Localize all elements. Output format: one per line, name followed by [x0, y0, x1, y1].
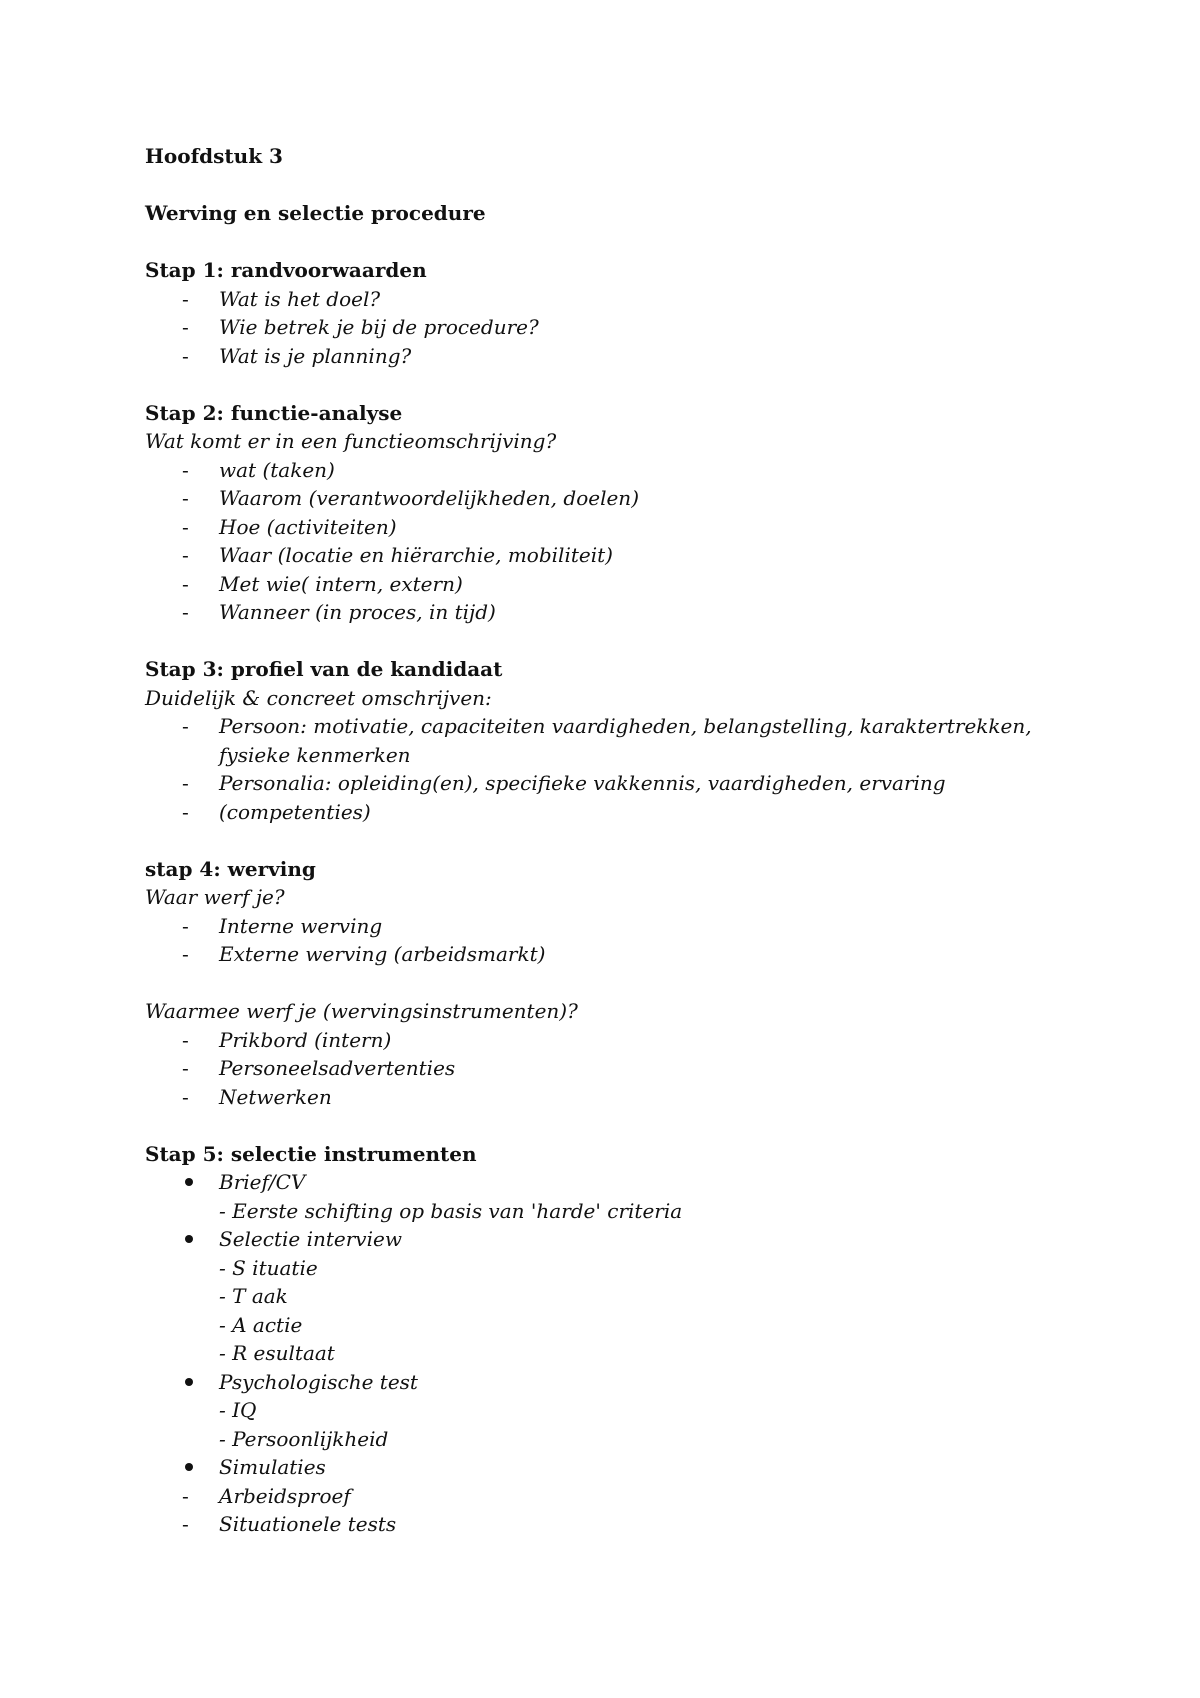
step1-heading: Stap 1: randvoorwaarden	[145, 258, 427, 282]
list-item: - Waar (locatie en hiërarchie, mobiliteit)	[182, 543, 613, 567]
sub-item: - R esultaat	[219, 1341, 335, 1365]
step4-question-where: Waar werf je?	[145, 885, 285, 909]
list-item: - Wie betrek je bij de procedure?	[182, 315, 539, 339]
list-item: - Waarom (verantwoordelijkheden, doelen)	[182, 486, 639, 510]
chapter-title: Hoofdstuk 3	[145, 144, 283, 168]
list-item: - Persoon: motivatie, capaciteiten vaardigheden, belangstelling, karaktertrekken,	[182, 714, 1032, 738]
step3-heading: Stap 3: profiel van de kandidaat	[145, 657, 503, 681]
list-item: - Wat is je planning?	[182, 343, 412, 368]
list-item: - wat (taken)	[182, 457, 335, 482]
list-item: - Externe werving (arbeidsmarkt)	[182, 942, 546, 966]
bullet-icon	[185, 1178, 193, 1186]
sub-item: - S ituatie	[219, 1255, 318, 1280]
list-item: - Situationele tests	[182, 1512, 397, 1536]
step3-question: Duidelijk & concreet omschrijven:	[145, 685, 492, 710]
list-item: - Wanneer (in proces, in tijd)	[182, 600, 496, 624]
list-item: - Wat is het doel?	[182, 286, 381, 311]
list-item: - Personeelsadvertenties	[182, 1056, 456, 1080]
bullet-icon	[185, 1378, 193, 1386]
list-item: - Prikbord (intern)	[182, 1027, 392, 1052]
document-page	[145, 142, 1085, 1539]
sub-item: - IQ	[219, 1398, 257, 1422]
bullet-icon	[185, 1463, 193, 1471]
bullet-item: Brief/CV	[145, 1168, 1085, 1197]
list-item: - Arbeidsproef	[182, 1483, 351, 1508]
list-item: - Hoe (activiteiten)	[182, 514, 397, 539]
list-item: - (competenties)	[182, 799, 371, 824]
list-item-continuation: fysieke kenmerken	[219, 742, 411, 767]
bullet-icon	[185, 1235, 193, 1243]
list-item: - Personalia: opleiding(en), specifieke vakkennis, vaardigheden, ervaring	[182, 771, 946, 795]
bullet-item: Psychologische test	[145, 1368, 1085, 1397]
step2-question: Wat komt er in een functieomschrijving?	[145, 429, 557, 453]
list-item: - Interne werving	[182, 913, 383, 938]
sub-item: - Eerste schifting op basis van 'harde' criteria	[219, 1198, 683, 1223]
step2-heading: Stap 2: functie-analyse	[145, 400, 403, 425]
bullet-item: Simulaties	[145, 1453, 1085, 1482]
sub-item: - Persoonlijkheid	[219, 1426, 389, 1451]
sub-item: - T aak	[219, 1284, 288, 1308]
bullet-item: Selectie interview	[145, 1225, 1085, 1254]
list-item: - Netwerken	[182, 1084, 332, 1109]
step4-question-how: Waarmee werf je (wervingsinstrumenten)?	[145, 999, 578, 1023]
sub-item: - A actie	[219, 1312, 303, 1337]
step4-heading: stap 4: werving	[145, 856, 316, 881]
list-item: - Met wie( intern, extern)	[182, 571, 463, 596]
doc-title: Werving en selectie procedure	[145, 201, 486, 225]
step5-heading: Stap 5: selectie instrumenten	[145, 1141, 477, 1166]
